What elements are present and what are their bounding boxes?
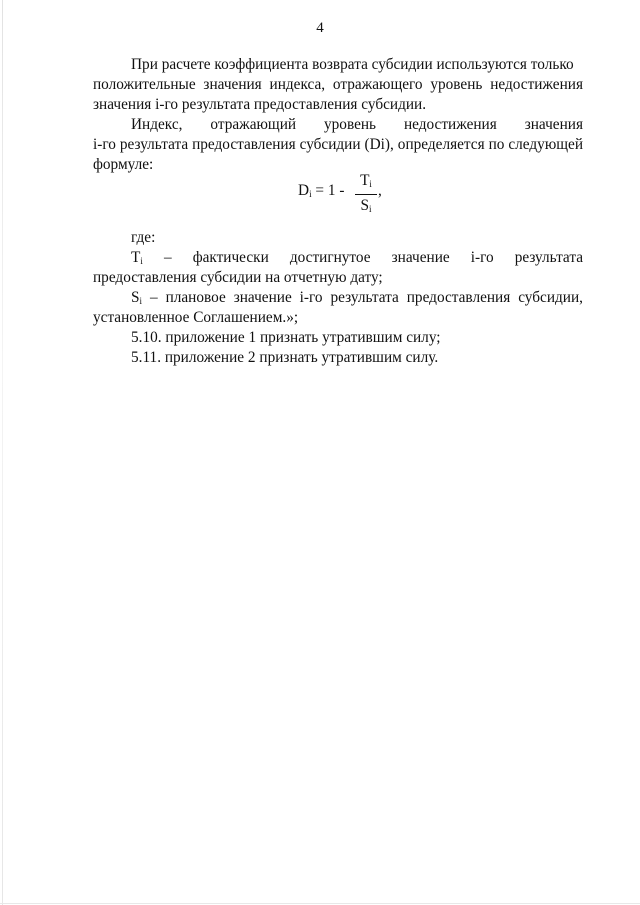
item-5-10: 5.10. приложение 1 признать утратившим силу; bbox=[131, 329, 441, 346]
def-t-line2: предоставления субсидии на отчетную дату; bbox=[93, 269, 383, 286]
formula-denominator: $S_i$ bbox=[360, 197, 372, 214]
formula-comma: , bbox=[378, 182, 382, 199]
para2-line2: i-го результата предоставления субсидии (Di), определяется по следующей bbox=[93, 136, 583, 153]
def-s-line1: $S_i$ – плановое значение i-го результата предоставления субсидии, bbox=[131, 289, 583, 306]
where-label: где: bbox=[131, 229, 156, 246]
fraction-bar bbox=[355, 194, 377, 195]
def-t-line1: $T_i$ – фактически достигнутое значение i-го результата bbox=[131, 249, 583, 266]
para1-line1: При расчете коэффициента возврата субсидии используются только bbox=[131, 56, 574, 73]
item-5-11: 5.11. приложение 2 признать утратившим силу. bbox=[131, 349, 439, 366]
formula-lhs: $D_i = 1$ - bbox=[298, 182, 345, 199]
page-number: 4 bbox=[316, 20, 324, 36]
formula-di bbox=[298, 172, 418, 220]
formula-fraction bbox=[355, 172, 377, 218]
formula-numerator: $T_i$ bbox=[360, 172, 372, 189]
para1-line3: значения i-го результата предоставления субсидии. bbox=[93, 96, 427, 113]
para2-line1: Индекс, отражающий уровень недостижения значения bbox=[131, 116, 583, 133]
scan-edge-left bbox=[2, 0, 3, 905]
para2-line3: формуле: bbox=[93, 156, 154, 173]
scan-edge-bottom bbox=[0, 903, 640, 904]
def-s-line2: установленное Соглашением.»; bbox=[93, 309, 299, 326]
para1-line2: положительные значения индекса, отражающего уровень недостижения bbox=[93, 76, 583, 93]
